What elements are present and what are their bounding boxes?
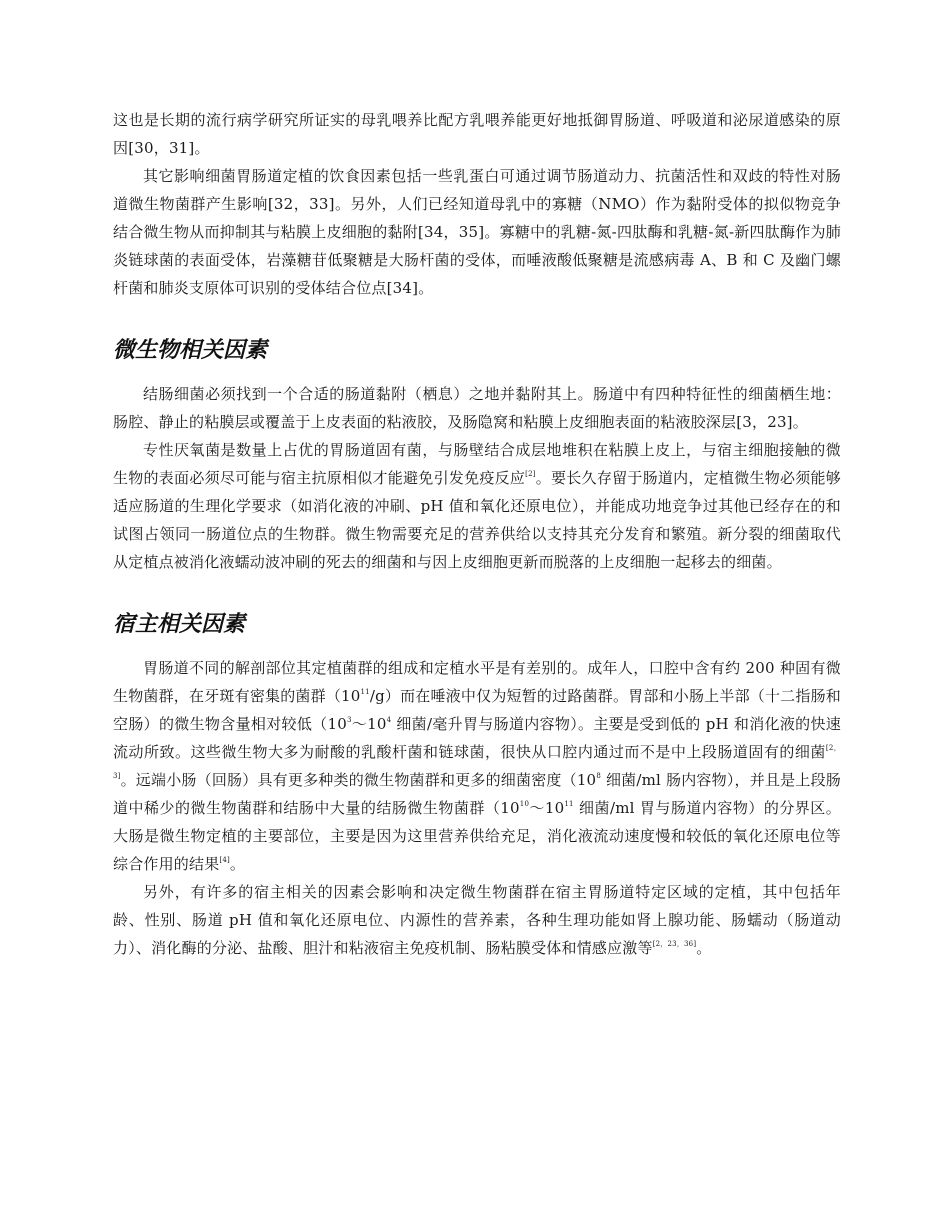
document-page — [113, 106, 841, 962]
text-run: 专性厌氧菌是数量上占优的胃肠道固有菌，与肠壁结合成层地堆积在粘膜上皮上，与宿主细胞接触的微生物的表面必须尽可能与宿主抗原相似才能避免引发免疫反应 — [113, 441, 841, 487]
microbe-paragraph-2 — [113, 436, 841, 576]
text-run: 胃肠道不同的解剖部位其定植菌群的组成和定植水平是有差别的。成年人，口腔中含有约 200 种固有微生物菌群，在牙斑有密集的菌群（10 — [113, 659, 841, 705]
text-run: 另外，有许多的宿主相关的因素会影响和决定微生物菌群在宿主胃肠道特定区域的定植，其中包括年龄、性别、肠道 pH 值和氧化还原电位、内源性的营养素，各种生理功能如肾上腺功能、肠蠕动（肠道动力）、消化酶的分泌、盐酸、胆汁和粘液宿主免疫机制、肠粘膜受体和情感应激等 — [113, 883, 841, 957]
exponent-superscript: 11 — [564, 800, 574, 808]
text-run: /g）而在唾液中仅为短暂的过路菌群。胃部和小肠上半部（十二指肠和空肠）的微生物含量相对较低（10 — [113, 687, 841, 733]
host-paragraph-2 — [113, 878, 841, 962]
exponent-superscript: 4 — [386, 716, 392, 724]
intro-paragraph-2: 其它影响细菌胃肠道定植的饮食因素包括一些乳蛋白可通过调节肠道动力、抗菌活性和双歧的特性对肠道微生物菌群产生影响[32，33]。另外，人们已经知道母乳中的寡糖（NMO）作为黏附受体的拟似物竞争结合微生物从而抑制其与粘膜上皮细胞的黏附[34，35]。寡糖中的乳糖-氮-四肽酶和乳糖-氮-新四肽酶作为肺炎链球菌的表面受体，岩藻糖苷低聚糖是大肠杆菌的受体，而唾液酸低聚糖是流感病毒 A、B 和 C 及幽门螺杆菌和肺炎支原体可识别的受体结合位点[34]。 — [113, 167, 841, 297]
citation-superscript: [2，3] — [113, 744, 841, 780]
host-paragraph-1 — [113, 654, 841, 878]
text-run: ～10 — [529, 799, 565, 817]
text-run: 细菌/ml 胃与肠道内容物）的分界区。大肠是微生物定植的主要部位，主要是因为这里营养供给充足，消化液流动速度慢和较低的氧化还原电位等综合作用的结果 — [113, 799, 841, 873]
section-heading-host: 宿主相关因素 — [113, 612, 246, 637]
citation-superscript: [2] — [525, 470, 536, 478]
exponent-superscript: 11 — [360, 688, 370, 696]
exponent-superscript: 8 — [596, 772, 601, 780]
intro-paragraph-1: 这也是长期的流行病学研究所证实的母乳喂养比配方乳喂养能更好地抵御胃肠道、呼吸道和泌尿道感染的原因[30，31]。 — [113, 111, 841, 157]
section-heading-microbe: 微生物相关因素 — [113, 338, 268, 363]
text-run: 。 — [229, 855, 246, 873]
citation-superscript: [4] — [219, 856, 230, 864]
exponent-superscript: 3 — [346, 716, 352, 724]
text-run: 细菌/毫升胃与肠道内容物）。主要是受到低的 pH 和消化液的快速流动所致。这些微生物大多为耐酸的乳酸杆菌和链球菌，很快从口腔内通过而不是中上段肠道固有的细菌 — [113, 715, 841, 761]
microbe-paragraph-1: 结肠细菌必须找到一个合适的肠道黏附（栖息）之地并黏附其上。肠道中有四种特征性的细菌栖生地：肠腔、静止的粘膜层或覆盖于上皮表面的粘液胶，及肠隐窝和粘膜上皮细胞表面的粘液胶深层[3，23]。 — [113, 385, 841, 431]
exponent-superscript: 10 — [519, 800, 530, 808]
text-run: 。远端小肠（回肠）具有更多种类的微生物菌群和更多的细菌密度（10 — [120, 771, 597, 789]
text-run: 。 — [696, 939, 712, 957]
text-run: 细菌/ml 肠内容物），并且是上段肠道中稀少的微生物菌群和结肠中大量的结肠微生物菌群（10 — [113, 771, 841, 817]
text-run: 。要长久存留于肠道内，定植微生物必须能够适应肠道的生理化学要求（如消化液的冲刷、pH 值和氧化还原电位），并能成功地竞争过其他已经存在的和试图占领同一肠道位点的生物群。微生物需要充足的营养供给以支持其充分发育和繁殖。新分裂的细菌取代从定植点被消化液蠕动波冲刷的死去的细菌和与因上皮细胞更新而脱落的上皮细胞一起移去的细菌。 — [113, 469, 841, 571]
citation-superscript: [2，23，36] — [652, 940, 697, 948]
text-run: ～10 — [351, 715, 387, 733]
